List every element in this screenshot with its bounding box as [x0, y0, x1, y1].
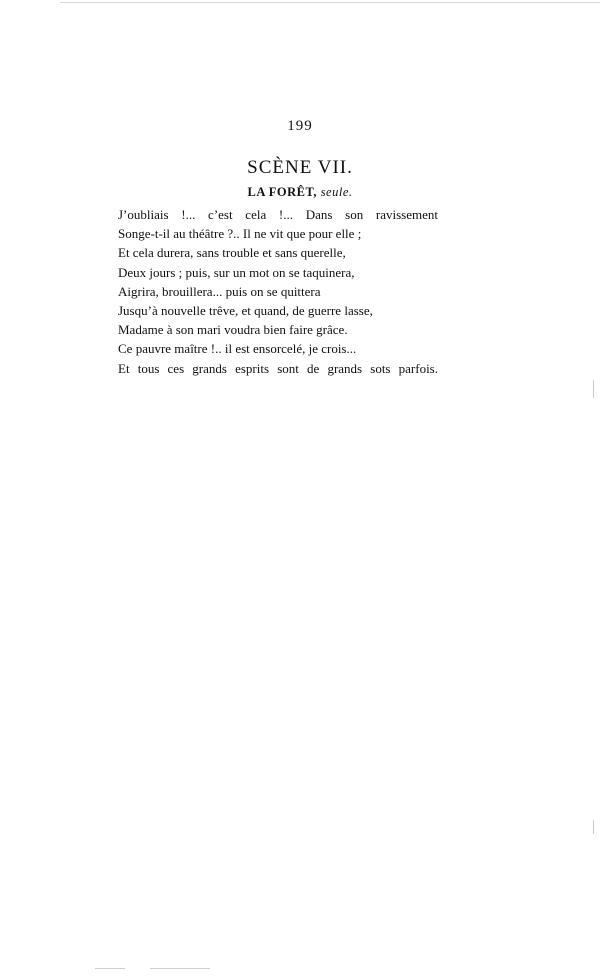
edge-mark — [593, 820, 594, 834]
verse-line: Madame à son mari voudra bien faire grâce. — [118, 322, 348, 338]
edge-mark — [593, 380, 594, 398]
page-number: 199 — [287, 118, 313, 134]
verse-line: Ce pauvre maître !.. il est ensorcelé, je crois... — [118, 341, 357, 357]
top-rule — [60, 2, 600, 3]
stage-direction: seule. — [320, 185, 353, 199]
verse-line: Deux jours ; puis, sur un mot on se taquinera, — [118, 264, 355, 280]
speaker-heading — [0, 185, 600, 200]
verse-block — [118, 205, 438, 378]
bottom-smudge — [150, 968, 210, 969]
verse-line: Aigrira, brouillera... puis on se quittera — [118, 283, 321, 299]
verse-line: Songe-t-il au théâtre ?.. Il ne vit que pour elle ; — [118, 226, 362, 242]
verse-line: Et cela durera, sans trouble et sans querelle, — [118, 245, 346, 261]
bottom-smudge — [95, 968, 125, 969]
speaker-name: LA FORÊT, — [247, 185, 318, 199]
verse-line: Jusqu’à nouvelle trêve, et quand, de guerre lasse, — [118, 303, 373, 319]
verse-line: J’oubliais !... c’est cela !... Dans son ravissement — [118, 207, 438, 222]
scene-title: SCÈNE VII. — [247, 157, 353, 178]
verse-line: Et tous ces grands esprits sont de grands sots parfois. — [118, 360, 438, 376]
